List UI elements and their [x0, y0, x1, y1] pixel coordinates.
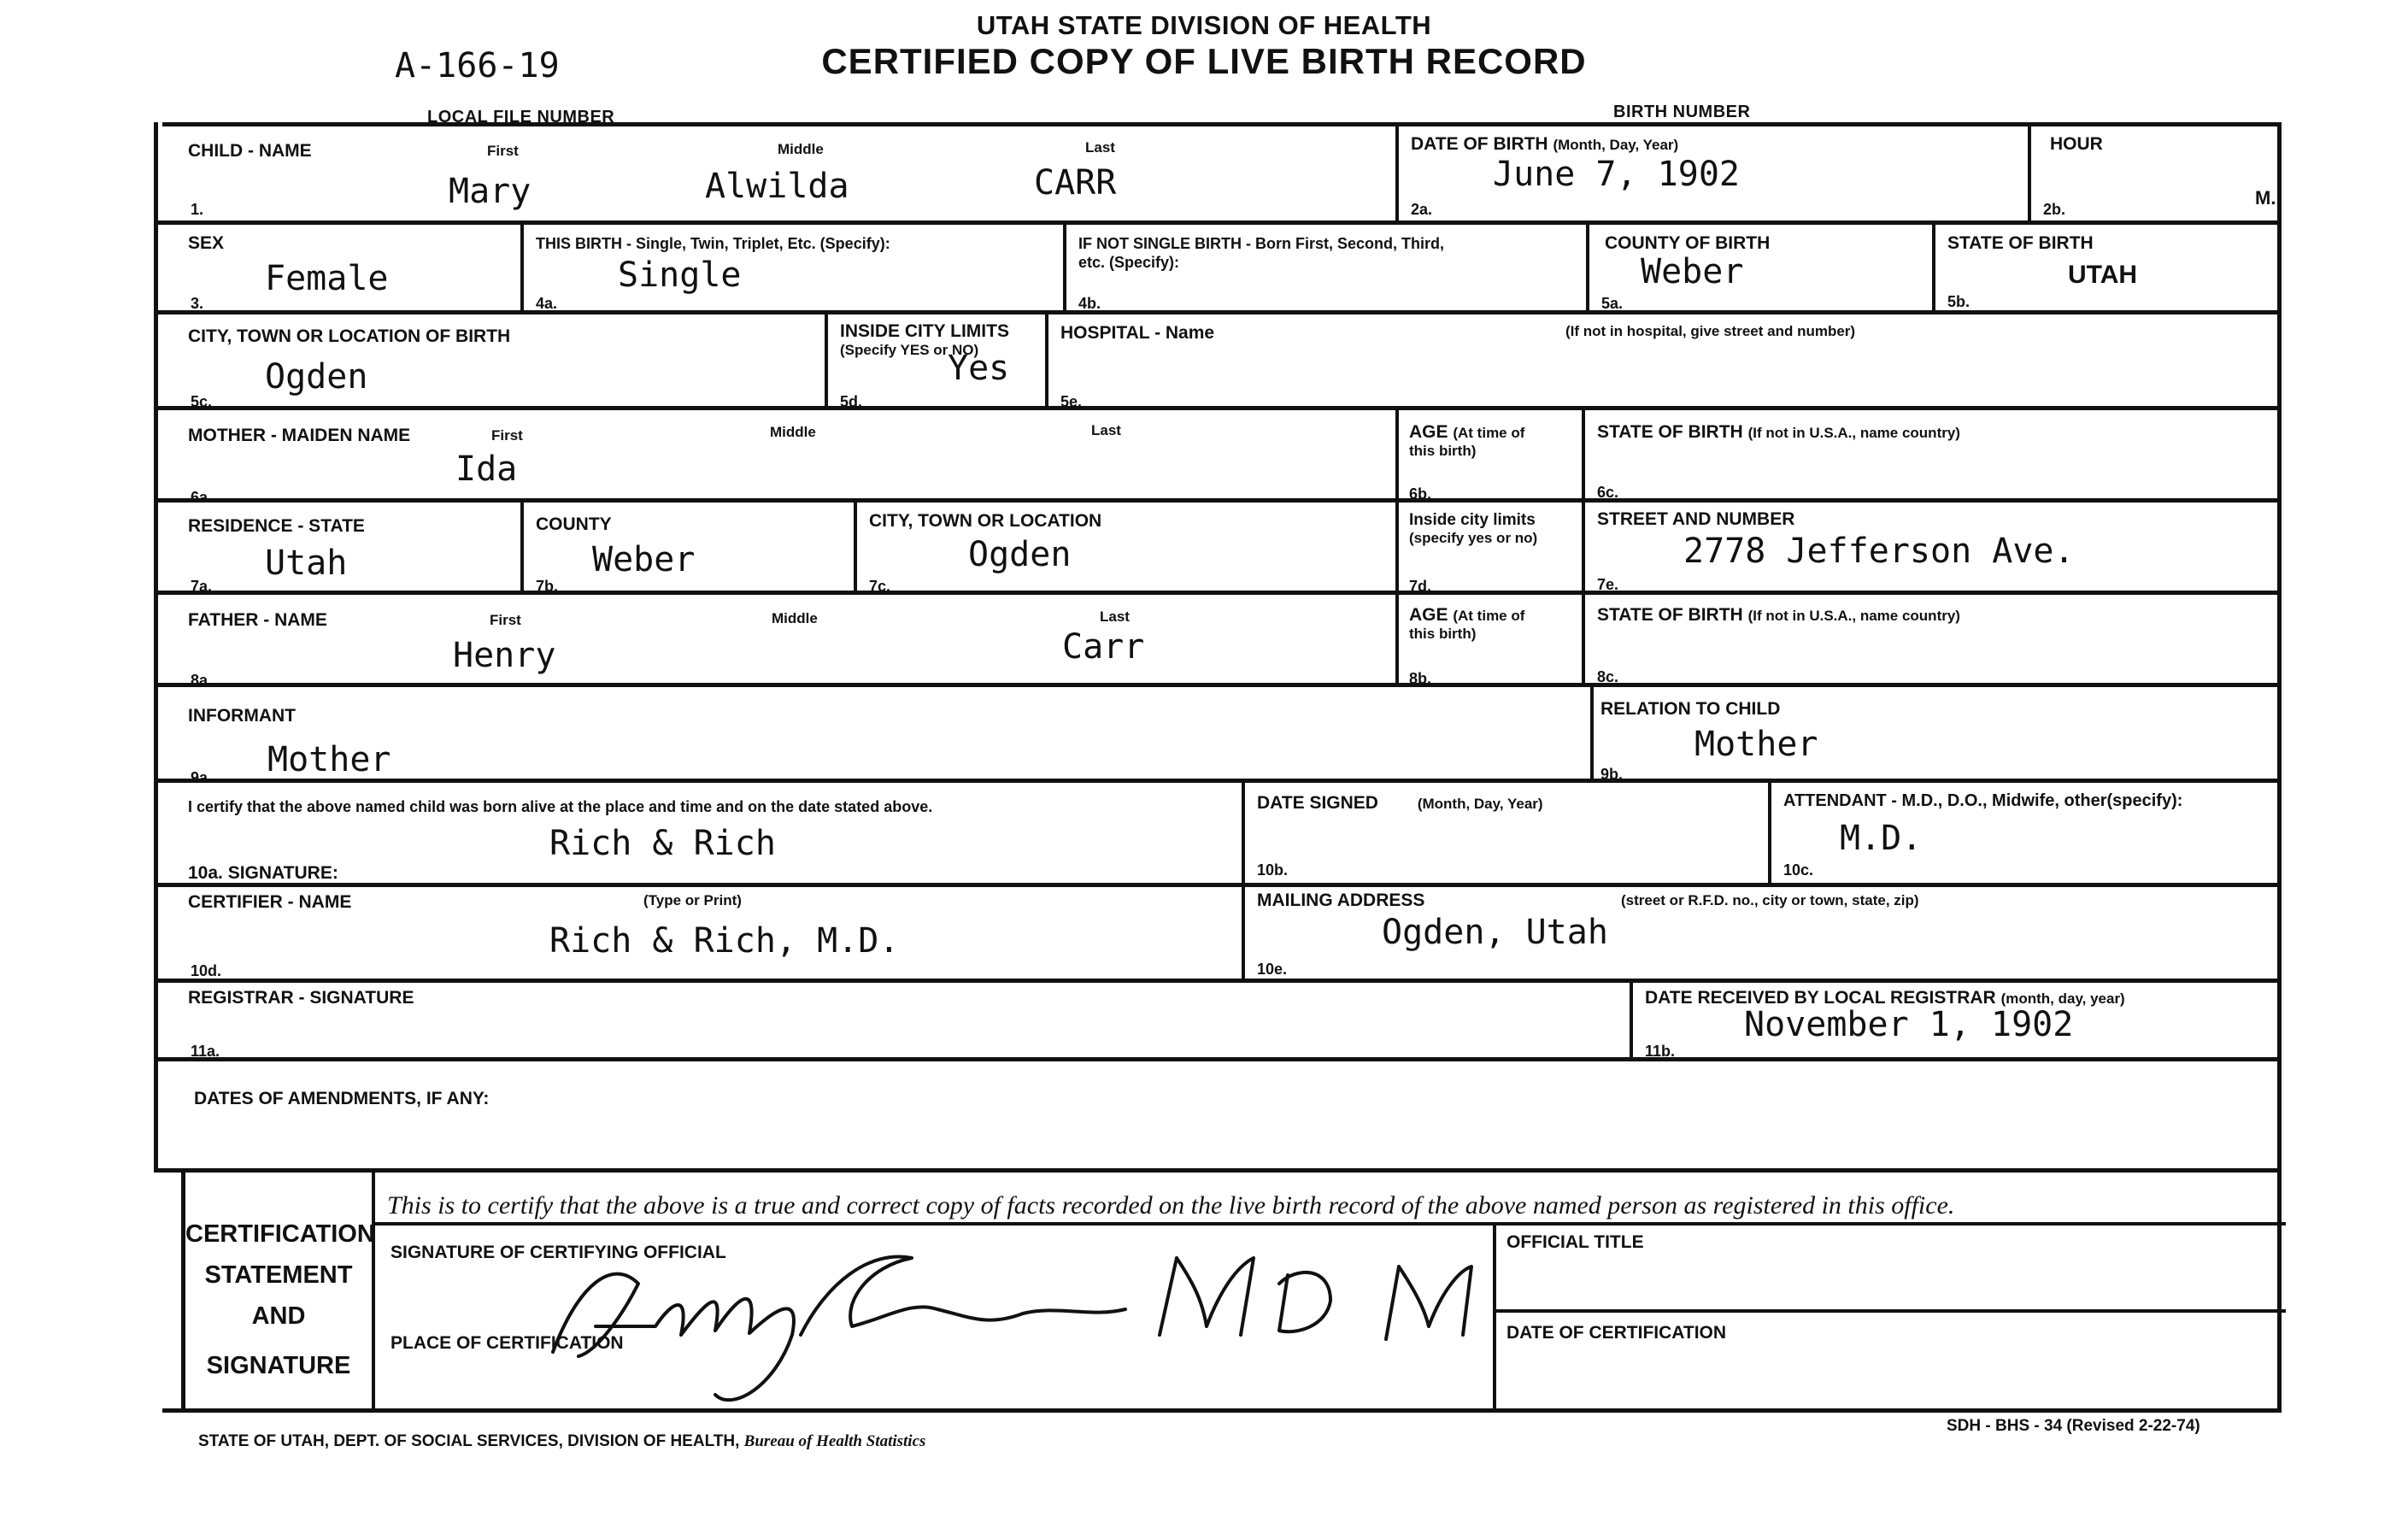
field-number: 2b. — [2043, 201, 2066, 218]
document-title: CERTIFIED COPY OF LIVE BIRTH RECORD — [821, 41, 1587, 81]
residence-inside-sub: (specify yes or no) — [1409, 530, 1538, 546]
last-label: Last — [1091, 422, 1121, 438]
county-of-birth-label: COUNTY OF BIRTH — [1605, 233, 1771, 253]
field-number: 5c. — [191, 393, 213, 410]
residence-city-label: CITY, TOWN OR LOCATION — [869, 511, 1102, 531]
first-label: First — [490, 612, 521, 628]
form-bottom-border — [181, 1408, 2282, 1413]
hour-m-label: M. — [2255, 187, 2276, 209]
field-number: 7b. — [536, 578, 559, 595]
date-received-sub: (month, day, year) — [2000, 990, 2125, 1007]
father-state-of-birth-label: STATE OF BIRTH — [1597, 605, 1743, 625]
field-number: 10b. — [1257, 861, 1289, 879]
official-signature — [544, 1232, 1484, 1412]
attendant: M.D. — [1840, 819, 1923, 858]
state-of-birth-label: STATE OF BIRTH — [1947, 233, 2094, 253]
street-label: STREET AND NUMBER — [1597, 509, 1795, 529]
amendments-label: DATES OF AMENDMENTS, IF ANY: — [194, 1089, 490, 1108]
father-age-sub: (At time of — [1453, 608, 1525, 624]
field-number: 8c. — [1597, 668, 1619, 685]
mother-state-of-birth-label: STATE OF BIRTH — [1597, 422, 1743, 442]
field-number: 10c. — [1783, 861, 1814, 879]
field-number: 9a. — [191, 769, 213, 786]
field-number: 5b. — [1947, 293, 1970, 310]
field-number: 7c. — [869, 578, 891, 595]
street-cell — [1582, 503, 2286, 591]
this-birth-cell — [520, 225, 1063, 310]
registrar-signature-label: REGISTRAR - SIGNATURE — [188, 988, 414, 1008]
certification-block — [181, 1173, 2282, 1413]
county-of-birth: Weber — [1641, 252, 1744, 291]
inside-city-limits-sub: (Specify YES or NO) — [840, 342, 979, 358]
signature-label: 10a. SIGNATURE: — [188, 863, 338, 883]
middle-label: Middle — [770, 424, 816, 440]
relation-to-child: Mother — [1694, 725, 1818, 764]
side-line-2: STATEMENT — [204, 1261, 353, 1289]
county-of-birth-cell — [1586, 225, 1932, 310]
residence-county-cell — [520, 503, 854, 595]
row-residence — [154, 503, 2282, 595]
sex-label: SEX — [188, 233, 225, 253]
field-number: 1. — [191, 201, 204, 218]
relation-label: RELATION TO CHILD — [1600, 699, 1781, 719]
mailing-address-label: MAILING ADDRESS — [1257, 890, 1425, 910]
field-number: 2a. — [1411, 201, 1433, 218]
relation-cell — [1590, 687, 2286, 783]
residence-state-label: RESIDENCE - STATE — [188, 516, 365, 536]
dob-label: DATE OF BIRTH — [1411, 134, 1548, 154]
hospital-label: HOSPITAL - Name — [1060, 323, 1215, 343]
state-of-birth-cell — [1932, 225, 2286, 310]
child-middle-name: Alwilda — [705, 167, 849, 206]
date-received-label: DATE RECEIVED BY LOCAL REGISTRAR — [1645, 988, 1996, 1008]
local-file-number: A-166-19 — [395, 46, 560, 85]
mother-state-of-birth-note: (If not in U.S.A., name country) — [1747, 425, 1960, 441]
row-amendments — [154, 1061, 2282, 1173]
if-not-single-label: IF NOT SINGLE BIRTH - Born First, Second, Third, — [1078, 235, 1445, 252]
father-first-name: Henry — [453, 636, 556, 675]
divider — [1493, 1222, 1496, 1413]
father-state-of-birth-note: (If not in U.S.A., name country) — [1747, 608, 1960, 624]
field-number: 6b. — [1409, 485, 1432, 503]
certification-side-label — [185, 1173, 375, 1413]
residence-inside-cell — [1395, 503, 1582, 595]
child-name-label: CHILD - NAME — [188, 141, 312, 161]
mother-age-sub: (At time of — [1453, 425, 1525, 441]
this-birth-label: THIS BIRTH - Single, Twin, Triplet, Etc. (Specify): — [536, 235, 890, 252]
residence-city-cell — [854, 503, 1395, 595]
attendant-cell — [1768, 783, 2286, 883]
city-of-birth-label: CITY, TOWN OR LOCATION OF BIRTH — [188, 326, 511, 346]
field-number: 7a. — [191, 578, 213, 595]
agency-title: UTAH STATE DIVISION OF HEALTH — [976, 10, 1432, 40]
divider — [1493, 1309, 2286, 1313]
certifier-name: Rich & Rich, M.D. — [549, 921, 900, 961]
row-mother-name — [154, 410, 2282, 506]
mother-age-sub-2: this birth) — [1409, 443, 1477, 459]
date-received-cell — [1630, 983, 2286, 1060]
date-of-certification-label: DATE OF CERTIFICATION — [1506, 1323, 1727, 1343]
inside-city-limits-label: INSIDE CITY LIMITS — [840, 321, 1009, 341]
signature-official-label: SIGNATURE OF CERTIFYING OFFICIAL — [391, 1243, 726, 1262]
father-state-of-birth-cell — [1582, 595, 2286, 683]
certifier-name-label: CERTIFIER - NAME — [188, 892, 352, 912]
residence-county: Weber — [592, 540, 696, 579]
last-label: Last — [1085, 139, 1115, 156]
side-line-1: CERTIFICATION — [185, 1220, 375, 1248]
sex-value: Female — [265, 259, 389, 298]
father-last-name: Carr — [1062, 627, 1145, 667]
footer-form-number: SDH - BHS - 34 (Revised 2-22-74) — [1947, 1417, 2200, 1435]
if-not-single-cell — [1063, 225, 1586, 310]
certification-statement: This is to certify that the above is a true and correct copy of facts recorded on the live birth record of the above named person as registered in this office. — [387, 1191, 1955, 1220]
field-number: 8a. — [191, 672, 213, 689]
field-number: 10e. — [1257, 961, 1288, 978]
hour-cell — [2028, 122, 2286, 220]
side-line-3: AND — [251, 1302, 306, 1330]
father-age-label: AGE — [1409, 605, 1448, 625]
residence-county-label: COUNTY — [536, 514, 612, 534]
field-number: 11b. — [1645, 1043, 1676, 1060]
if-not-single-label-2: etc. (Specify): — [1078, 254, 1180, 271]
row-sex — [154, 225, 2282, 314]
informant-value: Mother — [267, 740, 391, 779]
field-number: 4a. — [536, 295, 558, 312]
date-of-birth: June 7, 1902 — [1493, 155, 1740, 194]
attendant-label: ATTENDANT - M.D., D.O., Midwife, other(specify): — [1783, 791, 2183, 810]
dob-sub: (Month, Day, Year) — [1553, 137, 1679, 153]
field-number: 5a. — [1601, 295, 1624, 312]
mother-name-label: MOTHER - MAIDEN NAME — [188, 426, 411, 445]
side-line-4: SIGNATURE — [206, 1352, 351, 1379]
first-label: First — [491, 427, 523, 444]
certify-text: I certify that the above named child was born alive at the place and time and on the date stated above. — [188, 798, 933, 815]
informant-label: INFORMANT — [188, 706, 296, 726]
residence-state: Utah — [265, 544, 348, 583]
child-first-name: Mary — [449, 172, 532, 211]
dob-cell — [1395, 122, 2028, 220]
field-number: 4b. — [1078, 295, 1101, 312]
first-label: First — [487, 143, 519, 159]
footer-left — [198, 1432, 925, 1451]
state-of-birth: UTAH — [2068, 261, 2138, 289]
birth-number-label: BIRTH NUMBER — [1613, 103, 1751, 121]
row-certifier-signature — [154, 783, 2282, 887]
footer-bureau: Bureau of Health Statistics — [743, 1432, 926, 1450]
local-file-number-label: LOCAL FILE NUMBER — [427, 108, 615, 126]
residence-inside-label: Inside city limits — [1409, 511, 1536, 529]
mailing-address: Ogden, Utah — [1382, 913, 1608, 952]
field-number: 7e. — [1597, 576, 1619, 593]
certifier-name-sub: (Type or Print) — [643, 892, 742, 908]
official-title-label: OFFICIAL TITLE — [1506, 1232, 1644, 1252]
mother-age-label: AGE — [1409, 422, 1448, 442]
field-number: 8b. — [1409, 670, 1432, 687]
mother-first-name: Ida — [455, 450, 518, 489]
middle-label: Middle — [772, 610, 818, 626]
residence-city: Ogden — [968, 535, 1072, 574]
date-received: November 1, 1902 — [1744, 1005, 2074, 1044]
footer-agency: STATE OF UTAH, DEPT. OF SOCIAL SERVICES, DIVISION OF HEALTH, — [198, 1432, 740, 1450]
row-informant — [154, 687, 2282, 786]
last-label: Last — [1100, 608, 1130, 625]
child-last-name: CARR — [1034, 163, 1117, 203]
row-father — [154, 595, 2282, 687]
field-number: 11a. — [191, 1043, 220, 1060]
row-certifier-name — [154, 887, 2282, 983]
field-number: 5d. — [840, 393, 863, 410]
field-number: 6a. — [191, 489, 213, 506]
city-of-birth: Ogden — [265, 357, 368, 397]
row-registrar — [154, 983, 2282, 1061]
field-number: 10d. — [191, 962, 222, 979]
certifier-signature: Rich & Rich — [549, 824, 776, 863]
hour-label: HOUR — [2050, 134, 2103, 154]
hospital-note: (If not in hospital, give street and number) — [1565, 323, 1856, 339]
father-name-label: FATHER - NAME — [188, 610, 327, 630]
date-signed-sub: (Month, Day, Year) — [1417, 796, 1543, 812]
mother-age-cell — [1395, 410, 1582, 503]
field-number: 6c. — [1597, 484, 1619, 501]
this-birth-value: Single — [618, 256, 742, 295]
inside-city-limits-cell — [825, 314, 1045, 410]
mailing-address-cell — [1242, 887, 2286, 979]
row-place-of-birth — [154, 314, 2282, 410]
inside-city-limits: Yes — [948, 349, 1010, 388]
father-age-sub-2: this birth) — [1409, 626, 1477, 642]
field-number: 3. — [191, 295, 204, 312]
mailing-address-note: (street or R.F.D. no., city or town, state, zip) — [1621, 892, 1919, 908]
hospital-cell — [1045, 314, 2286, 410]
field-number: 5e. — [1060, 393, 1083, 410]
mother-state-of-birth-cell — [1582, 410, 2286, 501]
field-number: 7d. — [1409, 578, 1432, 595]
divider — [375, 1222, 2286, 1226]
date-signed-label: DATE SIGNED — [1257, 793, 1378, 813]
father-age-cell — [1395, 595, 1582, 687]
street-and-number: 2778 Jefferson Ave. — [1683, 532, 2075, 571]
date-signed-cell — [1242, 783, 1768, 883]
middle-label: Middle — [778, 141, 824, 157]
row-child-name — [154, 122, 2282, 225]
field-number: 9b. — [1600, 766, 1624, 783]
place-of-certification-label: PLACE OF CERTIFICATION — [391, 1333, 624, 1353]
